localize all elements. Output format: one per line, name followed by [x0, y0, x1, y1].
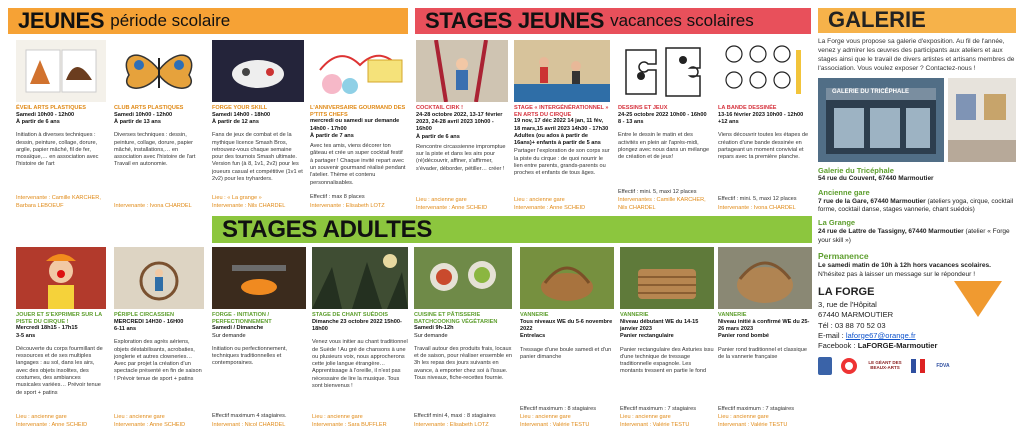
card-intervenant: Intervenant : Valérie TESTU: [520, 421, 590, 428]
card-title: STAGE « INTERGÉNÉRATIONNEL » EN ARTS DU CIRQUE: [514, 105, 609, 118]
fb-label: Facebook :: [818, 341, 858, 351]
card-vannerie-2: [620, 247, 714, 429]
galerie-sign: GALERIE DU TRICÉPHALE: [832, 88, 910, 95]
card-when: Niveau débutant WE du 14-15 janvier 2023: [620, 318, 699, 332]
card-age: 8 - 13 ans: [618, 118, 644, 125]
card-when: Mercredi 18h15 - 17h15: [16, 325, 78, 332]
forge-tel: Tél : 03 88 70 52 03: [818, 320, 886, 330]
card-body: Découverte du corps fourmillant de ressources et de ses multiples langages : au sol, dans les airs, avec des objets insolites, des costumes, des ambiances musicales variées… Prévoir tenue de sport + patins: [16, 345, 103, 396]
card-age: À partir de 6 ans: [16, 118, 60, 125]
photo-anniversaire: [310, 40, 406, 102]
jeunes-header: [8, 8, 408, 34]
adultes-header: [212, 216, 812, 243]
card-effectif: Effectif : mini. 5, maxi 12 places: [718, 196, 797, 203]
card-title: COCKTAIL CIRK !: [416, 105, 464, 111]
card-lieu: Lieu : « La grange »: [212, 195, 262, 202]
card-body: Exploration des agrès aériens, objets déstabilisants, acrobaties, jonglerie et autres clowneries… Avec par projet la création d'un spectacle présenté en fin de saison ! Prévoir tenue de sport + patins: [114, 339, 202, 382]
card-body: Avec tes amis, viens décorer ton gâteau et crée un super cocktail festif à partager ! Chaque invité repart avec un souvenir gourmand réalisé pendant l'atelier. Thème et contenu personnalisables.: [310, 143, 406, 186]
card-when: Niveau initié à confirmé WE du 25-26 mars 2023: [718, 318, 810, 332]
card-effectif: Effectif maximum : 7 stagiaires: [620, 406, 697, 413]
card-age: Entrelacs: [520, 333, 546, 340]
card-lieu: Lieu : ancienne gare: [416, 197, 467, 204]
stages-jeunes-title: STAGES JEUNES: [425, 7, 605, 33]
permanence: [818, 251, 1016, 279]
card-body: Tressage d'une boule samedi et d'un panier dimanche: [520, 346, 612, 360]
card-when: Samedi 10h00 - 12h00: [114, 111, 173, 118]
galerie-photos: [818, 78, 1016, 162]
jeunes-subtitle: période scolaire: [110, 10, 231, 30]
photo-intergenerationnel: [514, 40, 610, 102]
card-age: À partir de 12 ans: [212, 118, 259, 125]
card-cuisine: [414, 247, 512, 429]
card-lieu: Lieu : ancienne gare: [16, 414, 67, 421]
lieu-address: 7 rue de la Gare, 67440 Marmoutier: [818, 197, 926, 205]
galerie-section: [818, 8, 1016, 432]
lieu-grange: [818, 218, 1016, 245]
forge-addr-2: 67440 MARMOUTIER: [818, 310, 894, 320]
marianne-logo: [911, 357, 925, 375]
card-body: Travail autour des produits frais, locaux et de saison, pour réaliser ensemble en 3h les repas des jours suivants en avance, à emporter chez soi à l'issue. Tous niveaux, fiche-recettes fournie.: [414, 345, 512, 381]
card-lieu: Lieu : ancienne gare: [514, 197, 565, 204]
card-vannerie-3: [718, 247, 812, 429]
photo-vannerie-1: [520, 247, 614, 309]
card-when: 24-28 octobre 2022, 13-17 février 2023, 24-28 avril 2023 10h00 - 16h00: [416, 111, 503, 133]
card-title: VANNERIE: [718, 312, 747, 318]
geant-logo-text: LE GÉANT DES BEAUX-ARTS: [868, 360, 902, 371]
card-title: L'ANNIVERSAIRE GOURMAND DES P'TITS CHEFS: [310, 105, 406, 118]
card-lieu: Lieu : ancienne gare: [620, 414, 671, 421]
card-effectif: Effectif : mini. 5, maxi 12 places: [618, 189, 697, 196]
card-age: 6-11 ans: [114, 325, 137, 332]
card-vannerie-1: [520, 247, 614, 429]
geant-logo: [866, 357, 904, 375]
photo-eveil-arts: [16, 40, 106, 102]
card-intervenant: Intervenant : Nicol CHARDEL: [212, 421, 286, 428]
photo-forge: [212, 247, 306, 309]
card-body: Fans de jeux de combat et de la mythique licence Smash Bros, retrouvez-vous chaque semaine pour des tournois Smash ultimate. Version fun (à 8, 1v1, 2v2) pour les joueurs casual et compétitive (1v1 et 2v2) pour les tryharders.: [212, 132, 303, 182]
stages-jeunes-header: [415, 8, 811, 34]
card-effectif: Effectif mini 4, maxi : 8 stagiaires: [414, 413, 496, 420]
card-age: 3-5 ans: [16, 332, 36, 339]
card-intervenant: Intervenant : Valérie TESTU: [718, 421, 788, 428]
card-body: Viens découvrir toutes les étapes de création d'une bande dessinée en partageant un moment convivial et repars avec ta première planche.: [718, 132, 809, 161]
card-periple-circassien: [114, 247, 204, 429]
card-body: Initiation ou perfectionnement, techniques traditionnelles et contemporaines.: [212, 345, 287, 367]
galerie-title: GALERIE: [828, 7, 926, 33]
lieu-name: Ancienne gare: [818, 187, 870, 197]
photo-vannerie-3: [718, 247, 812, 309]
card-body: Entre le dessin le matin et des activités en plein air l'après-midi, plongez avec nous dans un mélange de création et de jeux!: [618, 132, 710, 161]
mail-label: E-mail :: [818, 330, 846, 340]
galerie-photo-front: [818, 78, 944, 162]
galerie-photo-interior: [948, 78, 1016, 162]
card-when: 24-25 octobre 2022 10h00 - 16h00: [618, 111, 707, 118]
fdva-logo: [932, 357, 954, 375]
card-intervenant: Intervenant : Valérie TESTU: [620, 421, 690, 428]
lieu-desc: (ateliers yoga, cirque, cocktail forme, cocktail danse, stages vannerie, chant suédois): [818, 197, 1014, 213]
photo-chant: [312, 247, 408, 309]
photo-cocktail-cirk: [416, 40, 508, 102]
forge-addr-1: 3, rue de l'Hôpital: [818, 300, 877, 310]
photo-forge-skill: [212, 40, 304, 102]
card-title: VANNERIE: [620, 312, 649, 318]
card-lieu: Lieu : ancienne gare: [114, 414, 165, 421]
card-lieu: Lieu : ancienne gare: [312, 414, 363, 421]
card-intervenant: Intervenantes : Camille KARCHER, Nils CHARDEL: [618, 197, 706, 211]
card-body: Partager l'exploration de son corps sur la piste du cirque : de quoi nourrir le lien entre parents, grands-parents ou proches et enfants de tous âges.: [514, 148, 610, 177]
card-intervenant: Intervenante : Anne SCHEID: [416, 204, 488, 211]
lieu-triceph: [818, 166, 1016, 184]
contact-block: [818, 285, 1016, 351]
card-body: Panier rectangulaire des Asturies issu d'une technique de tressage traditionnelle espagnole. Les montants tressent en partie le fond: [620, 346, 714, 375]
adultes-title: STAGES ADULTES: [222, 215, 433, 243]
card-jouer-sexprimer: [16, 247, 106, 429]
card-anniversaire: [310, 40, 406, 210]
photo-vannerie-2: [620, 247, 714, 309]
stages-jeunes-subtitle: vacances scolaires: [610, 10, 754, 30]
card-title: STAGE DE CHANT SUÉDOIS: [312, 312, 389, 318]
lieu-name: La Grange: [818, 218, 856, 228]
triangle-icon: [954, 281, 1002, 317]
lieu-name: Galerie du Tricéphale: [818, 165, 894, 175]
photo-cuisine: [414, 247, 512, 309]
card-intervenant: Intervenante : Ivona CHARDEL: [718, 204, 796, 211]
photo-periple: [114, 247, 204, 309]
photo-bande-dessinee: [718, 40, 812, 102]
jeunes-title: JEUNES: [18, 7, 105, 33]
card-when: Samedi / Dimanche: [212, 325, 264, 332]
card-effectif: Effectif : max 8 places: [310, 194, 365, 201]
card-age: À partir de 6 ans: [416, 133, 460, 140]
card-effectif: Effectif maximum 4 stagiaires.: [212, 413, 287, 420]
card-intervenant: Intervenante : Elisabeth LOTZ: [310, 202, 385, 209]
card-body: Rencontre circassienne impromptue sur la piste et dans les airs pour (ré)découvrir, affiner, s'affirmer, s'évader, déborder, pétiller… créer !: [416, 143, 506, 172]
card-when: 13-16 février 2023 10h00 - 12h00: [718, 111, 804, 118]
card-age: +12 ans: [718, 118, 739, 125]
card-intergenerationnel: [514, 40, 610, 212]
card-lieu: Lieu : ancienne gare: [520, 414, 571, 421]
card-lieu: Lieu : ancienne gare: [718, 414, 769, 421]
lieu-gare: [818, 188, 1016, 215]
email-link[interactable]: laforge67@orange.fr: [845, 330, 916, 340]
card-when: mercredi ou samedi sur demande 14h00 - 17h00: [310, 118, 400, 132]
lieu-address: 24 rue de Lattre de Tassigny, 67440 Marmoutier: [818, 228, 964, 236]
card-age: À partir de 13 ans: [114, 118, 161, 125]
card-title: ÉVEIL ARTS PLASTIQUES: [16, 105, 86, 111]
card-body: Panier rond traditionnel et classique de la vannerie française: [718, 346, 807, 360]
card-when: Tous niveaux WE du 5-6 novembre 2022: [520, 318, 613, 332]
card-title: PÉRIPLE CIRCASSIEN: [114, 312, 174, 318]
partner-logos: [818, 357, 1016, 375]
photo-dessins-jeux: [618, 40, 710, 102]
card-dessins-jeux: [618, 40, 710, 212]
facebook-link[interactable]: LaFORGE-Marmoutier: [857, 341, 938, 351]
card-when: 19 nov, 17 déc 2022 14 jan, 11 fév, 18 mars,15 avril 2023 14h30 - 17h30: [514, 118, 609, 132]
card-when: Samedi 14h00 - 18h00: [212, 111, 271, 118]
card-forge-your-skill: [212, 40, 304, 210]
card-title: CLUB ARTS PLASTIQUES: [114, 105, 184, 111]
card-intervenant: Intervenante : Elisabeth LOTZ: [414, 421, 489, 428]
lieu-desc: (atelier « Forge your skill »): [818, 228, 1010, 244]
lieu-address: 54 rue du Couvent, 67440 Marmoutier: [818, 175, 934, 183]
card-intervenant: Intervenante : Anne SCHEID: [114, 421, 186, 428]
card-title: JOUER ET S'EXPRIMER SUR LA PISTE DU CIRQUE !: [16, 312, 102, 325]
card-effectif: Effectif maximum : 7 stagiaires: [718, 406, 795, 413]
card-when: Samedi 9h-12h: [414, 325, 454, 332]
card-effectif: Effectif maximum : 8 stagiaires: [520, 406, 597, 413]
galerie-header: [818, 8, 1016, 33]
card-chant-suedois: [312, 247, 408, 429]
forge-name: LA FORGE: [818, 286, 875, 299]
card-intervenant: Intervenante : Camille KARCHER, Barbara LEBOEUF: [16, 195, 101, 209]
photo-jouer-sexprimer: [16, 247, 106, 309]
card-intervenant: Intervenante : Anne SCHEID: [514, 204, 586, 211]
card-intervenant: Intervenante : Nils CHARDEL: [212, 202, 286, 209]
card-cocktail-cirk: [416, 40, 508, 212]
card-club-arts: [114, 40, 204, 210]
card-title: LA BANDE DESSINÉE: [718, 105, 777, 111]
permanence-note: N'hésitez pas à laisser un message sur le répondeur !: [818, 270, 976, 278]
card-bande-dessinee: [718, 40, 812, 212]
card-when: Samedi 10h00 - 12h00: [16, 111, 75, 118]
card-title: DESSINS ET JEUX: [618, 105, 668, 111]
card-age: Adultes (ou ados à partir de 16ans)+ enfants à partir de 5 ans: [514, 132, 601, 147]
card-age: Sur demande: [414, 332, 448, 339]
card-age: Panier rond bombé: [718, 333, 769, 340]
region-logo: [839, 357, 859, 375]
card-age: À partir de 7 ans: [310, 132, 354, 139]
card-when: MERCREDI 14H30 - 16H00: [114, 318, 184, 325]
card-title: CUISINE ET PÂTISSERIE BATCHCOOKING VÉGÉTARIEN: [414, 312, 498, 325]
card-intervenant: Intervenante : Sara BUFFLER: [312, 421, 387, 428]
card-age: Sur demande: [212, 332, 246, 339]
card-body: Venez vous initier au chant traditionnel de Suède ! Au gré de chansons à une ou plusieurs voix, nous approcherons cette jolie langue étrangère… Apprentissage à l'oreille, il n'est pas nécessaire de lire la musique. Tous sont bienvenus !: [312, 339, 408, 389]
card-eveil-arts: [16, 40, 106, 210]
card-forge-initiation: [212, 247, 306, 429]
crest-logo: [818, 357, 832, 375]
card-title: FORGE - INITIATION / PERFECTIONNEMENT: [212, 312, 272, 325]
permanence-title: Permanence: [818, 251, 869, 261]
card-intervenant: Intervenante : Anne SCHEID: [16, 421, 88, 428]
photo-club-arts: [114, 40, 204, 102]
card-title: VANNERIE: [520, 312, 549, 318]
card-age: Panier rectangulaire: [620, 333, 674, 340]
card-body: Diverses techniques : dessin, peinture, collage, dorure, papier mâché, installations,… en association avec l'histoire de l'art Travail en autonomie.: [114, 132, 196, 168]
card-when: Dimanche 23 octobre 2022 15h00-18h00: [312, 318, 402, 332]
card-title: FORGE YOUR SKILL: [212, 105, 268, 111]
card-body: Initiation à diverses techniques : dessin, peinture, collage, dorure, argile, papier mâché, fil de fer, mosaïque,… en association avec l'histoire de l'art: [16, 132, 99, 168]
card-intervenant: Intervenante : Ivona CHARDEL: [114, 202, 192, 209]
galerie-intro: La Forge vous propose sa galerie d'exposition. Au fil de l'année, venez y admirer les œuvres des participants aux ateliers et aux stages ainsi que le travail de divers artistes et artisans membres de l'association. Vous voulez exposer ? Contactez-nous !: [818, 38, 1015, 72]
permanence-hours: Le samedi matin de 10h à 12h hors vacances scolaires.: [818, 262, 991, 270]
fdva-text: FDVA: [936, 363, 950, 370]
